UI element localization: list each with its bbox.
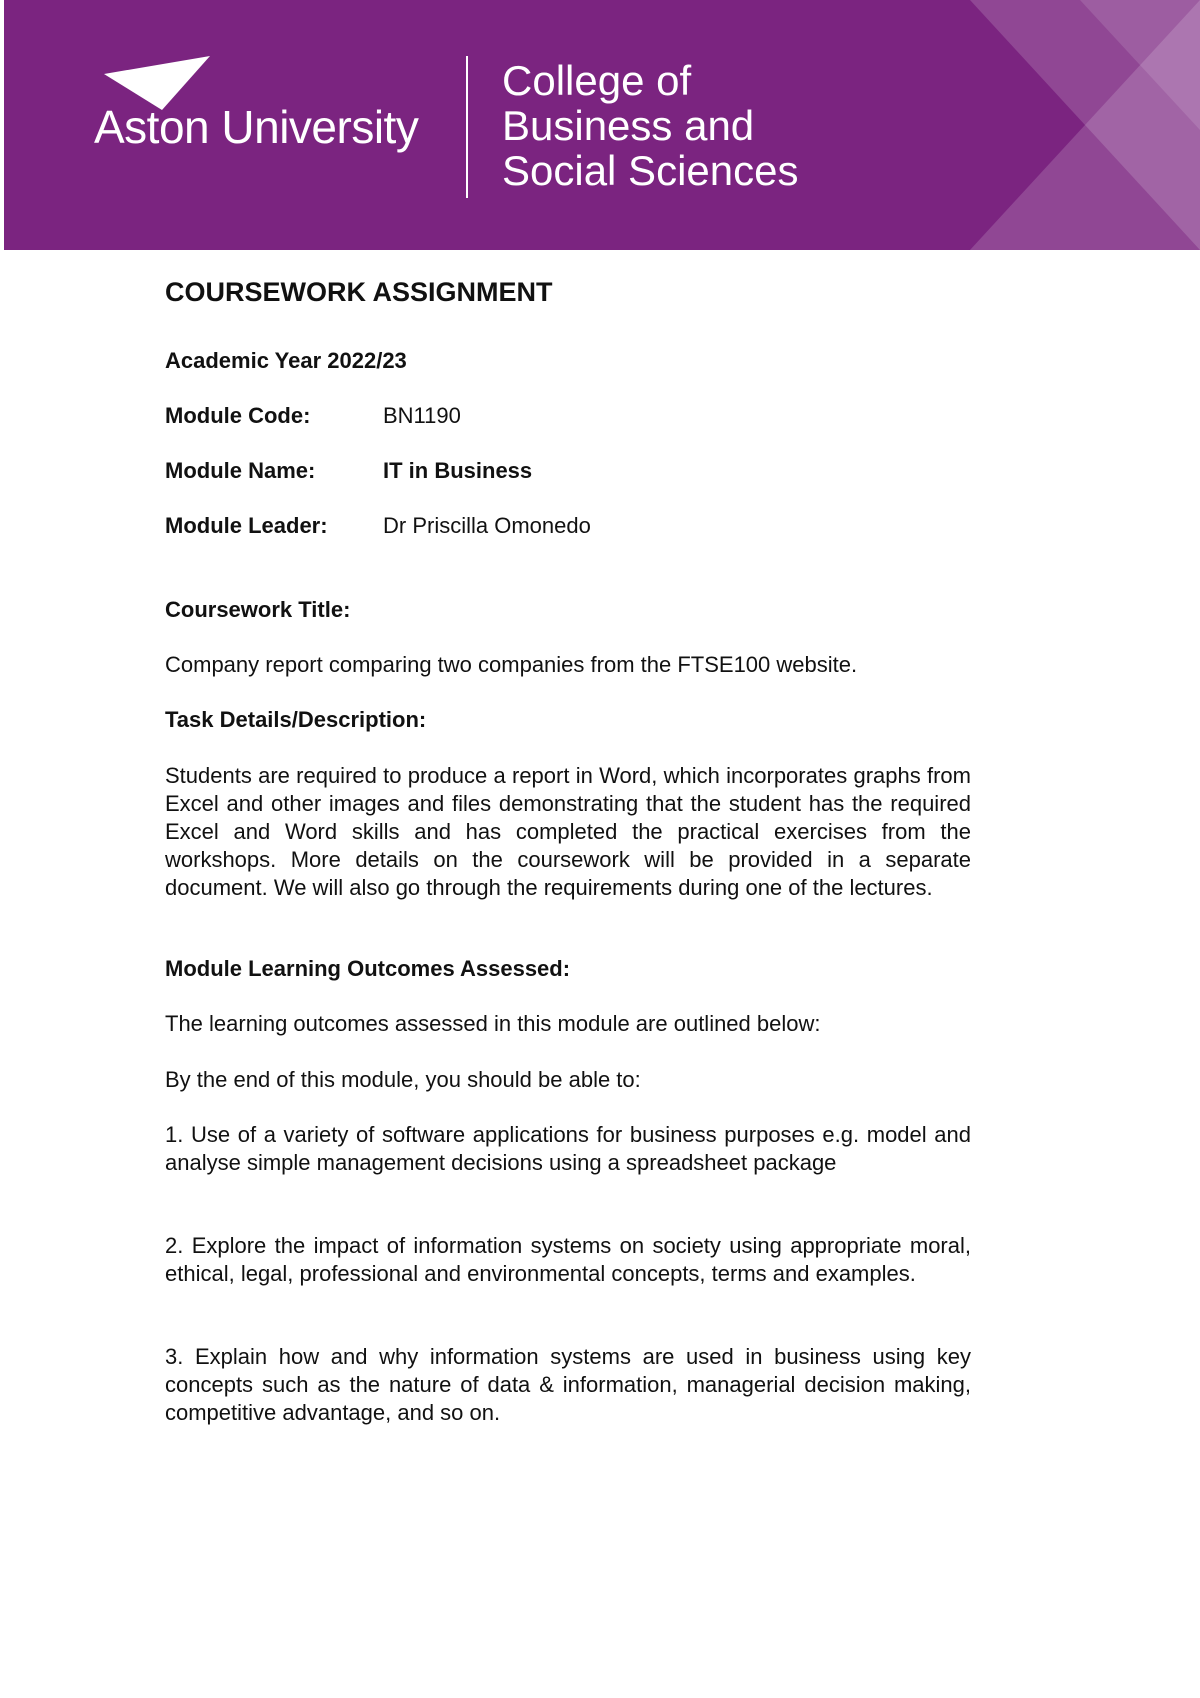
task-heading: Task Details/Description:	[165, 707, 427, 732]
decorative-triangles	[970, 0, 1200, 250]
module-leader-label: Module Leader:	[165, 513, 328, 538]
logo-divider	[466, 56, 468, 198]
outcomes-heading: Module Learning Outcomes Assessed:	[165, 956, 571, 981]
coursework-title: Company report comparing two companies from the FTSE100 website.	[165, 652, 858, 677]
header-banner	[4, 0, 1200, 250]
module-code-value: BN1190	[383, 403, 461, 428]
module-name-row	[165, 458, 532, 484]
outcomes-intro: The learning outcomes assessed in this module are outlined below:	[165, 1011, 821, 1036]
learning-outcome-1: 1. Use of a variety of software applications for business purposes e.g. model and analyse simple management decisions using a spreadsheet package	[165, 1122, 971, 1175]
college-line: Social Sciences	[502, 147, 799, 194]
learning-outcome-2: 2. Explore the impact of information systems on society using appropriate moral, ethical, legal, professional and environmental concepts, terms and examples.	[165, 1233, 971, 1286]
academic-year: Academic Year 2022/23	[165, 348, 407, 373]
task-description: Students are required to produce a report in Word, which incorporates graphs from Excel and other images and files demonstrating that the student has the required Excel and Word skills and has completed the practical exercises from the workshops. More details on the coursework will be provided in a separate document. We will also go through the requirements during one of the lectures.	[165, 763, 971, 900]
page-title: COURSEWORK ASSIGNMENT	[165, 277, 553, 307]
module-leader-row	[165, 513, 591, 539]
module-name-value: IT in Business	[383, 458, 533, 483]
document-body	[165, 272, 971, 1425]
college-name	[502, 58, 798, 193]
learning-outcome-3: 3. Explain how and why information systems are used in business using key concepts such as the nature of data & information, managerial decision making, competitive advantage, and so on.	[165, 1344, 971, 1425]
university-name: Aston University	[94, 101, 419, 153]
outcomes-lead: By the end of this module, you should be able to:	[165, 1067, 641, 1092]
module-code-label: Module Code:	[165, 403, 311, 428]
module-name-label: Module Name:	[165, 458, 316, 483]
college-line: Business and	[502, 102, 755, 149]
coursework-title-heading: Coursework Title:	[165, 597, 351, 622]
module-code-row	[165, 403, 461, 429]
college-line: College of	[502, 57, 692, 104]
module-leader-value: Dr Priscilla Omonedo	[383, 513, 591, 538]
